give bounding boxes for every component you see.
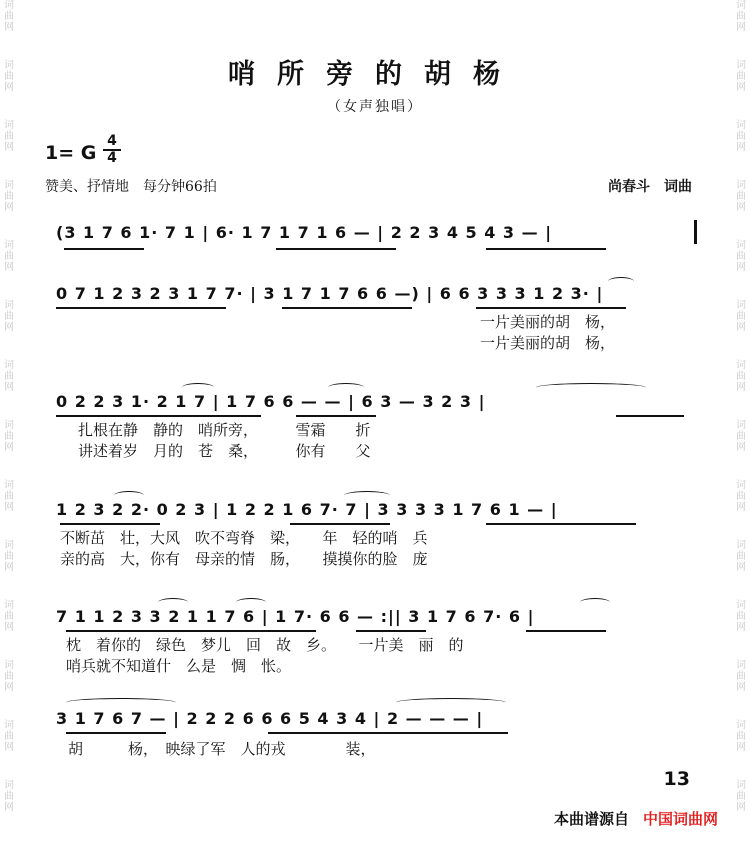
time-signature-numerator: 4	[103, 134, 121, 151]
key-signature: 1= G	[45, 142, 97, 164]
lyric-verse-2: 亲的高 大，你有 母亲的情 肠， 摸摸你的脸 庞	[60, 550, 428, 568]
score-line-2	[56, 279, 696, 359]
lyric-verse-1: 胡 杨， 映绿了军 人的戎 装，	[68, 740, 376, 758]
notation-line-3: 0 2 2 3 1· 2 1 7 | 1 7 6 6 — — | 6 3 — 3 2 3 |	[56, 392, 486, 411]
beam-underline	[268, 732, 508, 734]
slur	[396, 698, 506, 707]
notation-line-4: 1 2 3 2 2· 0 2 3 | 1 2 2 1 6 7· 7 | 3 3 3 3 1 7 6 1 — |	[56, 500, 558, 519]
lyric-verse-2: 一片美丽的胡 杨，	[480, 334, 616, 352]
beam-underline	[356, 630, 426, 632]
beam-underline	[282, 307, 412, 309]
slur	[580, 598, 610, 607]
slur	[608, 277, 634, 286]
beam-underline	[64, 248, 144, 250]
source-text: 本曲谱源自	[553, 810, 629, 828]
beam-underline	[486, 523, 636, 525]
notation-line-1: (3 1 7 6 1· 7 1 | 6· 1 7 1 7 1 6 — | 2 2 3 4 5 4 3 — |	[56, 223, 553, 242]
song-subtitle: （女声独唱）	[327, 99, 423, 115]
watermark-right: 词 曲 网 词 曲 网 词 曲 网 词 曲 网 词 曲 网 词 曲 网 词 曲 网 词 曲 网 词 曲 网 词 曲 网 词 曲 网 词 曲 网 词 曲 网 词 曲 网	[736, 0, 746, 813]
score-line-5	[56, 602, 696, 682]
beam-underline	[296, 415, 376, 417]
beam-underline	[66, 630, 316, 632]
score-line-6	[56, 704, 696, 764]
source-footer	[554, 808, 718, 829]
beam-underline	[486, 248, 606, 250]
beam-underline	[56, 415, 261, 417]
lyric-verse-1: 一片美丽的胡 杨，	[480, 313, 616, 331]
lyric-verse-1: 不断茁 壮，大风 吹不弯脊 梁， 年 轻的哨 兵	[60, 529, 428, 547]
slur	[182, 383, 214, 392]
song-title: 哨所旁的胡杨	[228, 59, 522, 90]
slur	[66, 698, 176, 707]
notation-line-5: 7 1 1 2 3 3 2 1 1 7 6 | 1 7· 6 6 — :|| 3 1 7 6 7· 6 |	[56, 607, 535, 626]
notation-line-2: 0 7 1 2 3 2 3 1 7 7· | 3 1 7 1 7 6 6 —) | 6 6 3 3 3 1 2 3· |	[56, 284, 604, 303]
beam-underline	[616, 415, 684, 417]
score-line-1	[56, 218, 696, 258]
slur	[114, 491, 144, 500]
time-signature-denominator: 4	[107, 150, 117, 166]
slur	[236, 598, 266, 607]
slur	[158, 598, 188, 607]
lyric-verse-1: 枕 着你的 绿色 梦儿 回 故 乡。 一片美 丽 的	[66, 636, 464, 654]
beam-underline	[276, 248, 396, 250]
beam-underline	[290, 523, 390, 525]
beam-underline	[476, 307, 626, 309]
score-line-4	[56, 495, 696, 575]
tempo-marking: 赞美、抒情地 每分钟66拍	[45, 179, 217, 195]
lyric-verse-1: 扎根在静 静的 哨所旁， 雪霜 折	[78, 421, 371, 439]
slur	[328, 383, 364, 392]
slur	[344, 491, 390, 500]
beam-underline	[526, 630, 606, 632]
watermark-left: 词 曲 网 词 曲 网 词 曲 网 词 曲 网 词 曲 网 词 曲 网 词 曲 网 词 曲 网 词 曲 网 词 曲 网 词 曲 网 词 曲 网 词 曲 网 词 曲 网	[4, 0, 14, 813]
beam-underline	[60, 523, 160, 525]
page-number: 13	[663, 768, 690, 790]
lyric-verse-2: 讲述着岁 月的 苍 桑， 你有 父	[78, 442, 371, 460]
lyric-verse-2: 哨兵就不知道什 么是 惆 怅。	[66, 657, 292, 675]
notation-line-6: 3 1 7 6 7 — | 2 2 2 6 6 6 5 4 3 4 | 2 — — — |	[56, 709, 484, 728]
author-credit: 尚春斗 词曲	[608, 179, 692, 195]
score-line-3	[56, 387, 696, 467]
beam-underline	[66, 732, 166, 734]
bar-line	[694, 220, 697, 244]
slur	[536, 383, 646, 392]
time-signature	[103, 134, 121, 166]
beam-underline	[56, 307, 226, 309]
source-site-link[interactable]: 中国词曲网	[642, 810, 718, 828]
